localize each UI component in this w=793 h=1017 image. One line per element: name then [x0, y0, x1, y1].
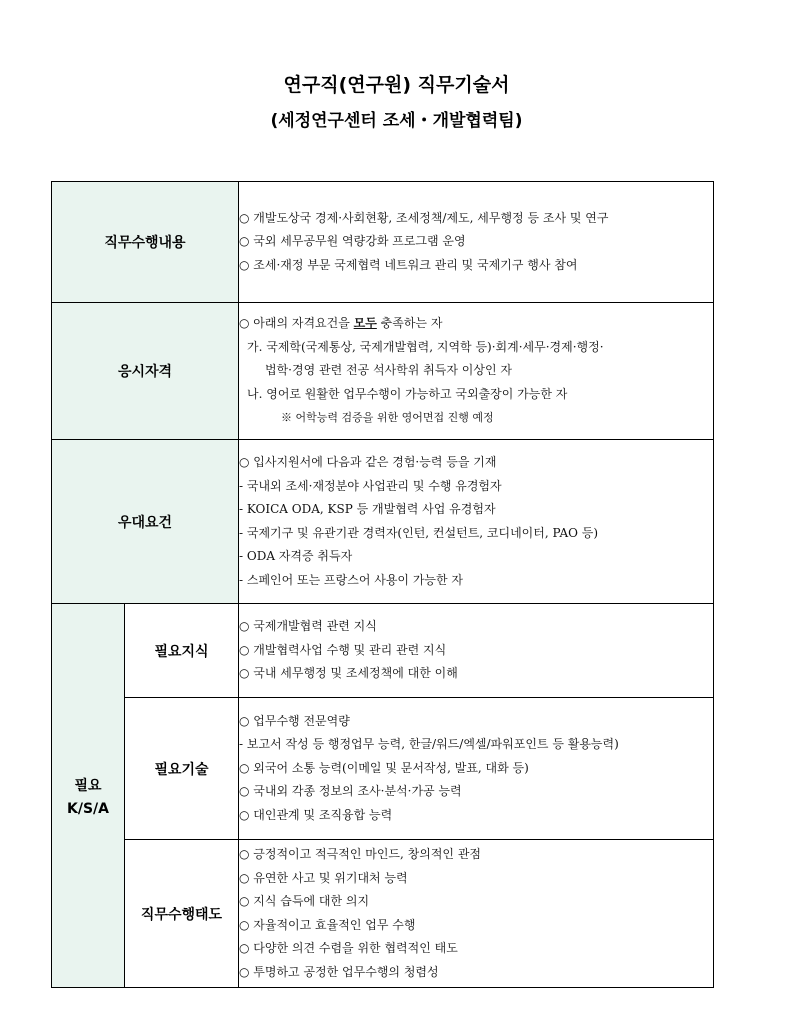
attitude-item: ○ 투명하고 공정한 업무수행의 청렴성 — [239, 964, 439, 979]
ksa-label — [52, 604, 125, 988]
duties-row — [52, 182, 714, 303]
attitude-item: ○ 다양한 의견 수렴을 위한 협력적인 태도 — [239, 941, 458, 955]
job-description-table — [51, 181, 714, 988]
attitude-item: ○ 지식 습득에 대한 의지 — [239, 894, 370, 908]
preferred-item: - KOICA ODA, KSP 등 개발협력 사업 유경험자 — [239, 502, 496, 516]
document-subtitle: (세정연구센터 조세・개발협력팀) — [270, 111, 523, 131]
ksa-label-line1: 필요 — [74, 777, 102, 794]
attitude-item: ○ 유연한 사고 및 위기대처 능력 — [239, 870, 408, 885]
emphasis-all: 모두 — [353, 316, 377, 331]
duties-item: ○ 조세·재정 부문 국제협력 네트워크 관리 및 국제기구 행사 참여 — [239, 257, 578, 272]
qualification-content — [239, 303, 714, 440]
qualification-label: 응시자격 — [52, 303, 239, 440]
preferred-item: - ODA 자격증 취득자 — [239, 549, 353, 563]
attitude-content — [239, 840, 714, 988]
qualification-item-na: 나. 영어로 원활한 업무수행이 가능하고 국외출장이 가능한 자 — [247, 386, 568, 401]
qualification-intro: ○ 아래의 자격요건을 모두 충족하는 자 — [239, 316, 443, 331]
skills-item: ○ 대인관계 및 조직융합 능력 — [239, 807, 393, 822]
qualification-item-ga-cont: 법학·경영 관련 전공 석사학위 취득자 이상인 자 — [265, 363, 512, 378]
knowledge-item: ○ 국제개발협력 관련 지식 — [239, 619, 377, 634]
skills-item: - 보고서 작성 등 행정업무 능력, 한글/워드/엑셀/파워포인트 등 활용능력) — [239, 737, 619, 752]
preferred-row — [52, 440, 714, 604]
skills-label: 필요기술 — [125, 698, 239, 840]
document-title: 연구직(연구원) 직무기술서 — [283, 74, 510, 96]
qualification-item-ga: 가. 국제학(국제통상, 국제개발협력, 지역학 등)·회계·세무·경제·행정· — [247, 339, 604, 354]
knowledge-label: 필요지식 — [125, 604, 239, 698]
qualification-note: ※ 어학능력 검증을 위한 영어면접 진행 예정 — [281, 411, 494, 425]
preferred-item: - 스페인어 또는 프랑스어 사용이 가능한 자 — [239, 572, 464, 587]
duties-item: ○ 국외 세무공무원 역량강화 프로그램 운영 — [239, 234, 466, 249]
duties-content — [239, 182, 714, 303]
knowledge-row — [52, 604, 714, 698]
attitude-label: 직무수행태도 — [125, 840, 239, 988]
attitude-item: ○ 긍정적이고 적극적인 마인드, 창의적인 관점 — [239, 847, 482, 861]
ksa-label-line2: K/S/A — [67, 800, 109, 817]
attitude-item: ○ 자율적이고 효율적인 업무 수행 — [239, 917, 416, 932]
knowledge-item: ○ 국내 세무행정 및 조세정책에 대한 이해 — [239, 666, 458, 681]
skills-item: ○ 외국어 소통 능력(이메일 및 문서작성, 발표, 대화 등) — [239, 760, 529, 775]
duties-label: 직무수행내용 — [52, 182, 239, 303]
skills-item: ○ 업무수행 전문역량 — [239, 713, 350, 728]
preferred-item: - 국제기구 및 유관기관 경력자(인턴, 컨설턴트, 코디네이터, PAO 등) — [239, 525, 599, 540]
duties-item: ○ 개발도상국 경제·사회현황, 조세정책/제도, 세무행정 등 조사 및 연구 — [239, 210, 609, 225]
skills-item: ○ 국내외 각종 정보의 조사·분석·가공 능력 — [239, 784, 462, 799]
knowledge-content — [239, 604, 714, 698]
preferred-label: 우대요건 — [52, 440, 239, 604]
skills-content — [239, 698, 714, 840]
preferred-item: - 국내외 조세·재정분야 사업관리 및 수행 유경험자 — [239, 478, 502, 493]
skills-row — [52, 698, 714, 840]
preferred-content — [239, 440, 714, 604]
preferred-item: ○ 입사지원서에 다음과 같은 경험·능력 등을 기재 — [239, 455, 497, 469]
qualification-row — [52, 303, 714, 440]
attitude-row — [52, 840, 714, 988]
knowledge-item: ○ 개발협력사업 수행 및 관리 관련 지식 — [239, 642, 447, 657]
